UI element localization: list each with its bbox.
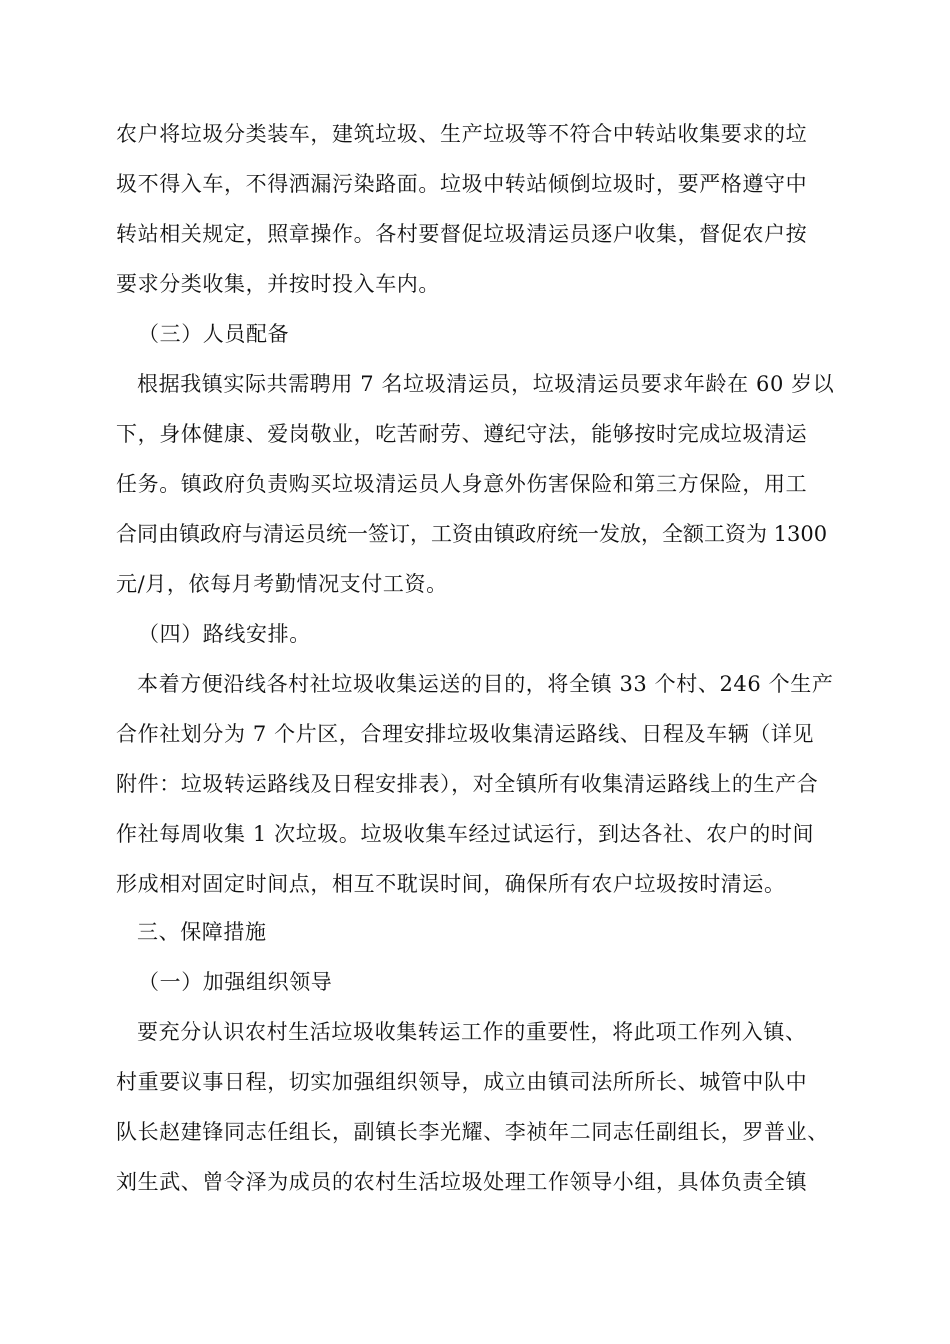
paragraph-line: 刘生武、曾令泽为成员的农村生活垃圾处理工作领导小组，具体负责全镇	[116, 1170, 808, 1194]
section-heading: （一）加强组织领导	[138, 970, 333, 994]
paragraph-line: 元/月，依每月考勤情况支付工资。	[116, 572, 448, 596]
section-heading: （三）人员配备	[138, 322, 290, 346]
paragraph-line: 队长赵建锋同志任组长，副镇长李光耀、李祯年二同志任副组长，罗普业、	[116, 1120, 829, 1144]
paragraph-line: 本着方便沿线各村社垃圾收集运送的目的，将全镇 33 个村、246 个生产	[137, 672, 834, 696]
paragraph-line: 农户将垃圾分类装车，建筑垃圾、生产垃圾等不符合中转站收集要求的垃	[116, 122, 808, 146]
paragraph-line: 形成相对固定时间点，相互不耽误时间，确保所有农户垃圾按时清运。	[116, 872, 786, 896]
paragraph-line: 任务。镇政府负责购买垃圾清运员人身意外伤害保险和第三方保险，用工	[116, 472, 808, 496]
paragraph-line: 作社每周收集 1 次垃圾。垃圾收集车经过试运行，到达各社、农户的时间	[116, 822, 815, 846]
paragraph-line: 下，身体健康、爱岗敬业，吃苦耐劳、遵纪守法，能够按时完成垃圾清运	[116, 422, 808, 446]
section-heading: 三、保障措施	[137, 920, 267, 944]
paragraph-line: 附件：垃圾转运路线及日程安排表），对全镇所有收集清运路线上的生产合	[116, 772, 819, 796]
paragraph-line: 根据我镇实际共需聘用 7 名垃圾清运员，垃圾清运员要求年龄在 60 岁以	[137, 372, 835, 396]
paragraph-line: 要求分类收集，并按时投入车内。	[116, 272, 440, 296]
paragraph-line: 合同由镇政府与清运员统一签订，工资由镇政府统一发放，全额工资为 1300	[116, 522, 828, 546]
section-heading: （四）路线安排。	[138, 622, 311, 646]
paragraph-line: 圾不得入车，不得洒漏污染路面。垃圾中转站倾倒垃圾时，要严格遵守中	[116, 172, 808, 196]
paragraph-line: 村重要议事日程，切实加强组织领导，成立由镇司法所所长、城管中队中	[116, 1070, 808, 1094]
paragraph-line: 要充分认识农村生活垃圾收集转运工作的重要性，将此项工作列入镇、	[137, 1020, 807, 1044]
paragraph-line: 合作社划分为 7 个片区，合理安排垃圾收集清运路线、日程及车辆（详见	[116, 722, 815, 746]
paragraph-line: 转站相关规定，照章操作。各村要督促垃圾清运员逐户收集，督促农户按	[116, 222, 808, 246]
